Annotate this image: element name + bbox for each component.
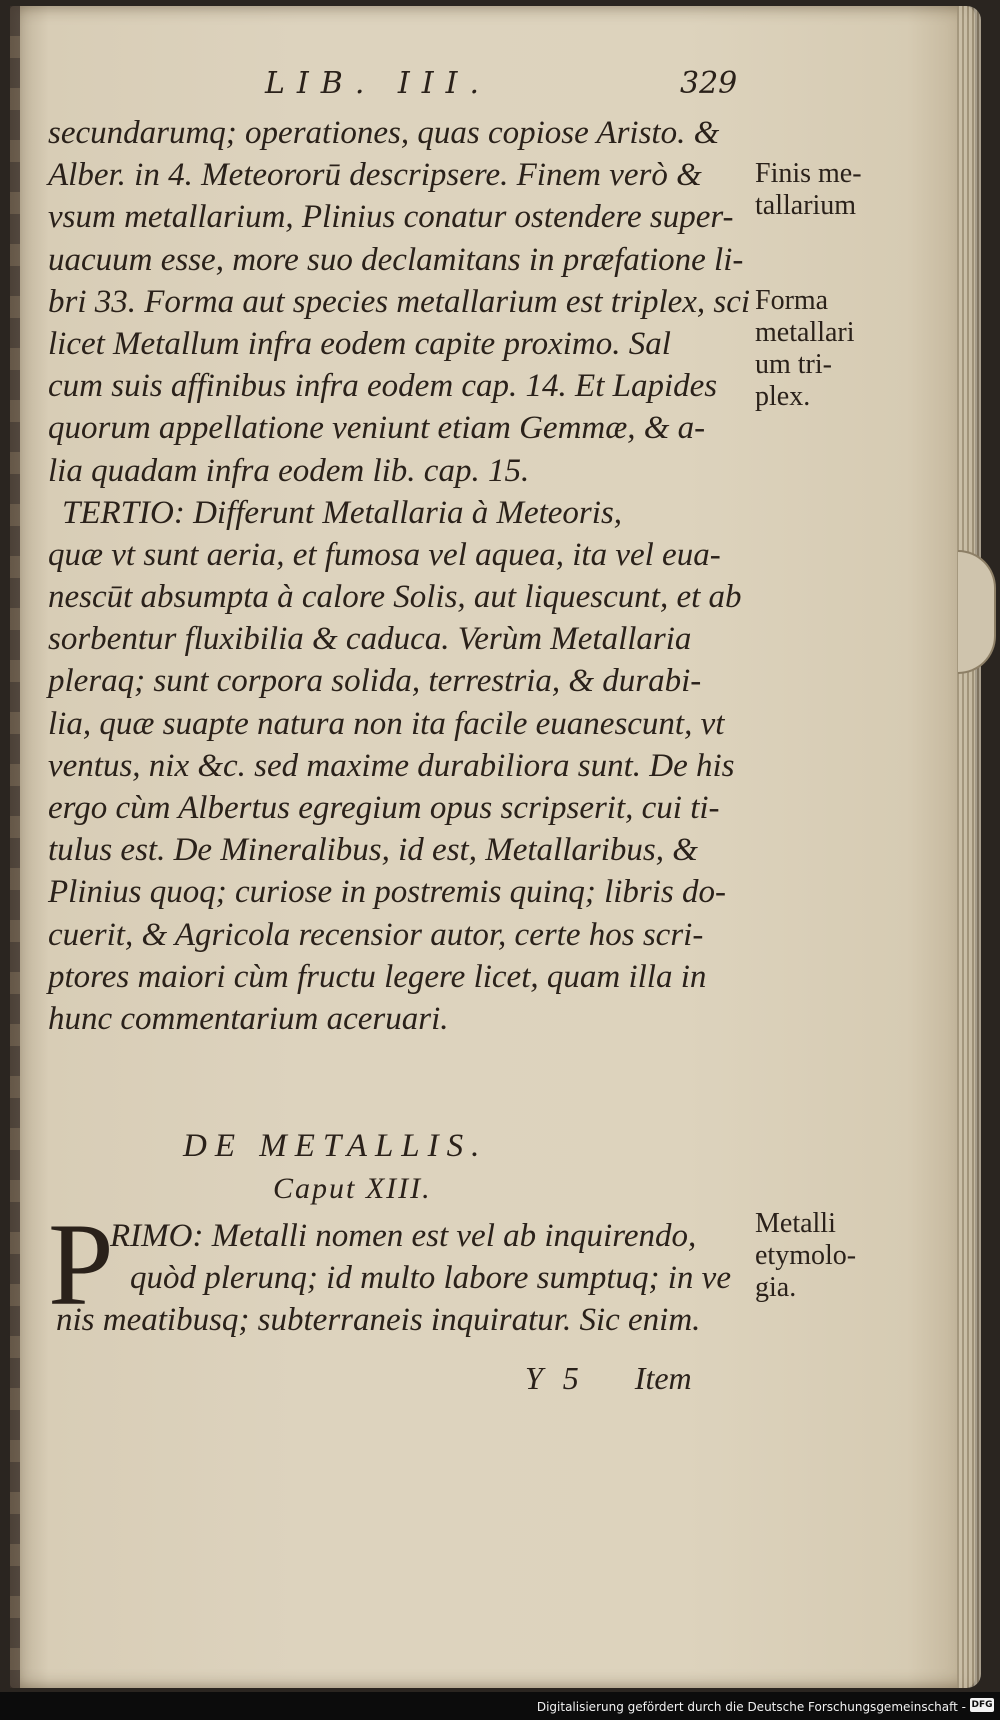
chapter-title: DE METALLIS.	[183, 1128, 488, 1164]
catchword: Item	[634, 1360, 692, 1396]
text-line: Plinius quoq; curiose in postremis quinq; libris do-	[48, 874, 727, 911]
text-line: secundarumq; operationes, quas copiose Aristo. &	[48, 115, 720, 151]
footer-bar	[0, 1692, 1000, 1720]
text-line: ptores maiori cùm fructu legere licet, quam illa in	[48, 958, 707, 995]
text-line: vsum metallarium, Plinius conatur ostendere super-	[48, 199, 734, 236]
margin-note	[755, 285, 905, 413]
binding-gutter	[10, 6, 20, 1688]
signature-mark: Y 5	[525, 1360, 585, 1396]
page-fore-edge	[957, 6, 981, 1688]
chapter-subtitle: Caput XIII.	[273, 1172, 432, 1205]
text-line: tulus est. De Mineralibus, id est, Metallaribus, &	[48, 832, 698, 869]
text-line: quæ vt sunt aeria, et fumosa vel aquea, ita vel eua-	[48, 536, 721, 573]
margin-note-line: etymolo-	[755, 1240, 857, 1271]
margin-note-line: Finis me-	[755, 158, 862, 189]
margin-note-line: plex.	[755, 381, 811, 412]
margin-note	[755, 158, 905, 222]
text-line: nis meatibusq; subterraneis inquiratur. Sic enim.	[56, 1302, 701, 1338]
body-text	[48, 112, 751, 1040]
margin-note-line: um tri-	[755, 349, 832, 380]
text-line: lia, quæ suapte natura non ita facile euanescunt, vt	[48, 705, 725, 742]
text-line: cum suis affinibus infra eodem cap. 14. Et Lapides	[48, 368, 718, 405]
dfg-logo: DFG	[971, 1700, 993, 1710]
running-head: LIB. III.	[265, 66, 491, 101]
page-number: 329	[680, 66, 738, 101]
text-line: licet Metallum infra eodem capite proximo. Sal	[48, 325, 671, 362]
text-line: Alber. in 4. Meteororū descripsere. Finem verò &	[48, 157, 702, 194]
page-fold-tab	[958, 550, 996, 674]
text-line: ergo cùm Albertus egregium opus scripserit, cui ti-	[48, 790, 720, 826]
catchword-line	[525, 1360, 755, 1397]
margin-note-line: Metalli	[755, 1208, 836, 1239]
text-line: bri 33. Forma aut species metallarium est triplex, sci	[48, 283, 751, 320]
text-line: TERTIO: Differunt Metallaria à Meteoris,	[62, 494, 623, 531]
chapter-opening-paragraph	[40, 1199, 760, 1341]
footer-credit: Digitalisierung gefördert durch die Deutsche Forschungsgemeinschaft -	[536, 1700, 966, 1714]
margin-note-line: gia.	[755, 1272, 797, 1303]
text-line: RIMO: Metalli nomen est vel ab inquirendo,	[110, 1218, 697, 1254]
margin-note	[755, 1208, 905, 1304]
text-line: lia quadam infra eodem lib. cap. 15.	[48, 452, 530, 489]
text-line: quorum appellatione veniunt etiam Gemmæ, & a-	[48, 410, 706, 447]
text-line: hunc commentarium aceruari.	[48, 1000, 449, 1037]
text-line: uacuum esse, more suo declamitans in præfatione li-	[48, 241, 744, 278]
chapter-heading	[48, 1128, 748, 1212]
text-line: ventus, nix &c. sed maxime durabiliora sunt. De his	[48, 747, 735, 784]
text-line: cuerit, & Agricola recensior autor, certe hos scri-	[48, 916, 704, 953]
text-line: quòd plerunq; id multo labore sumptuq; in ve	[130, 1260, 731, 1296]
text-line: sorbentur fluxibilia & caduca. Verùm Metallaria	[48, 621, 692, 658]
text-line: pleraq; sunt corpora solida, terrestria, & durabi-	[48, 663, 702, 700]
text-line: nescūt absumpta à calore Solis, aut liquescunt, et ab	[48, 579, 742, 616]
margin-note-line: tallarium	[755, 190, 857, 221]
drop-cap: P	[48, 1199, 114, 1330]
margin-note-line: metallari	[755, 317, 855, 348]
margin-note-line: Forma	[755, 285, 829, 316]
